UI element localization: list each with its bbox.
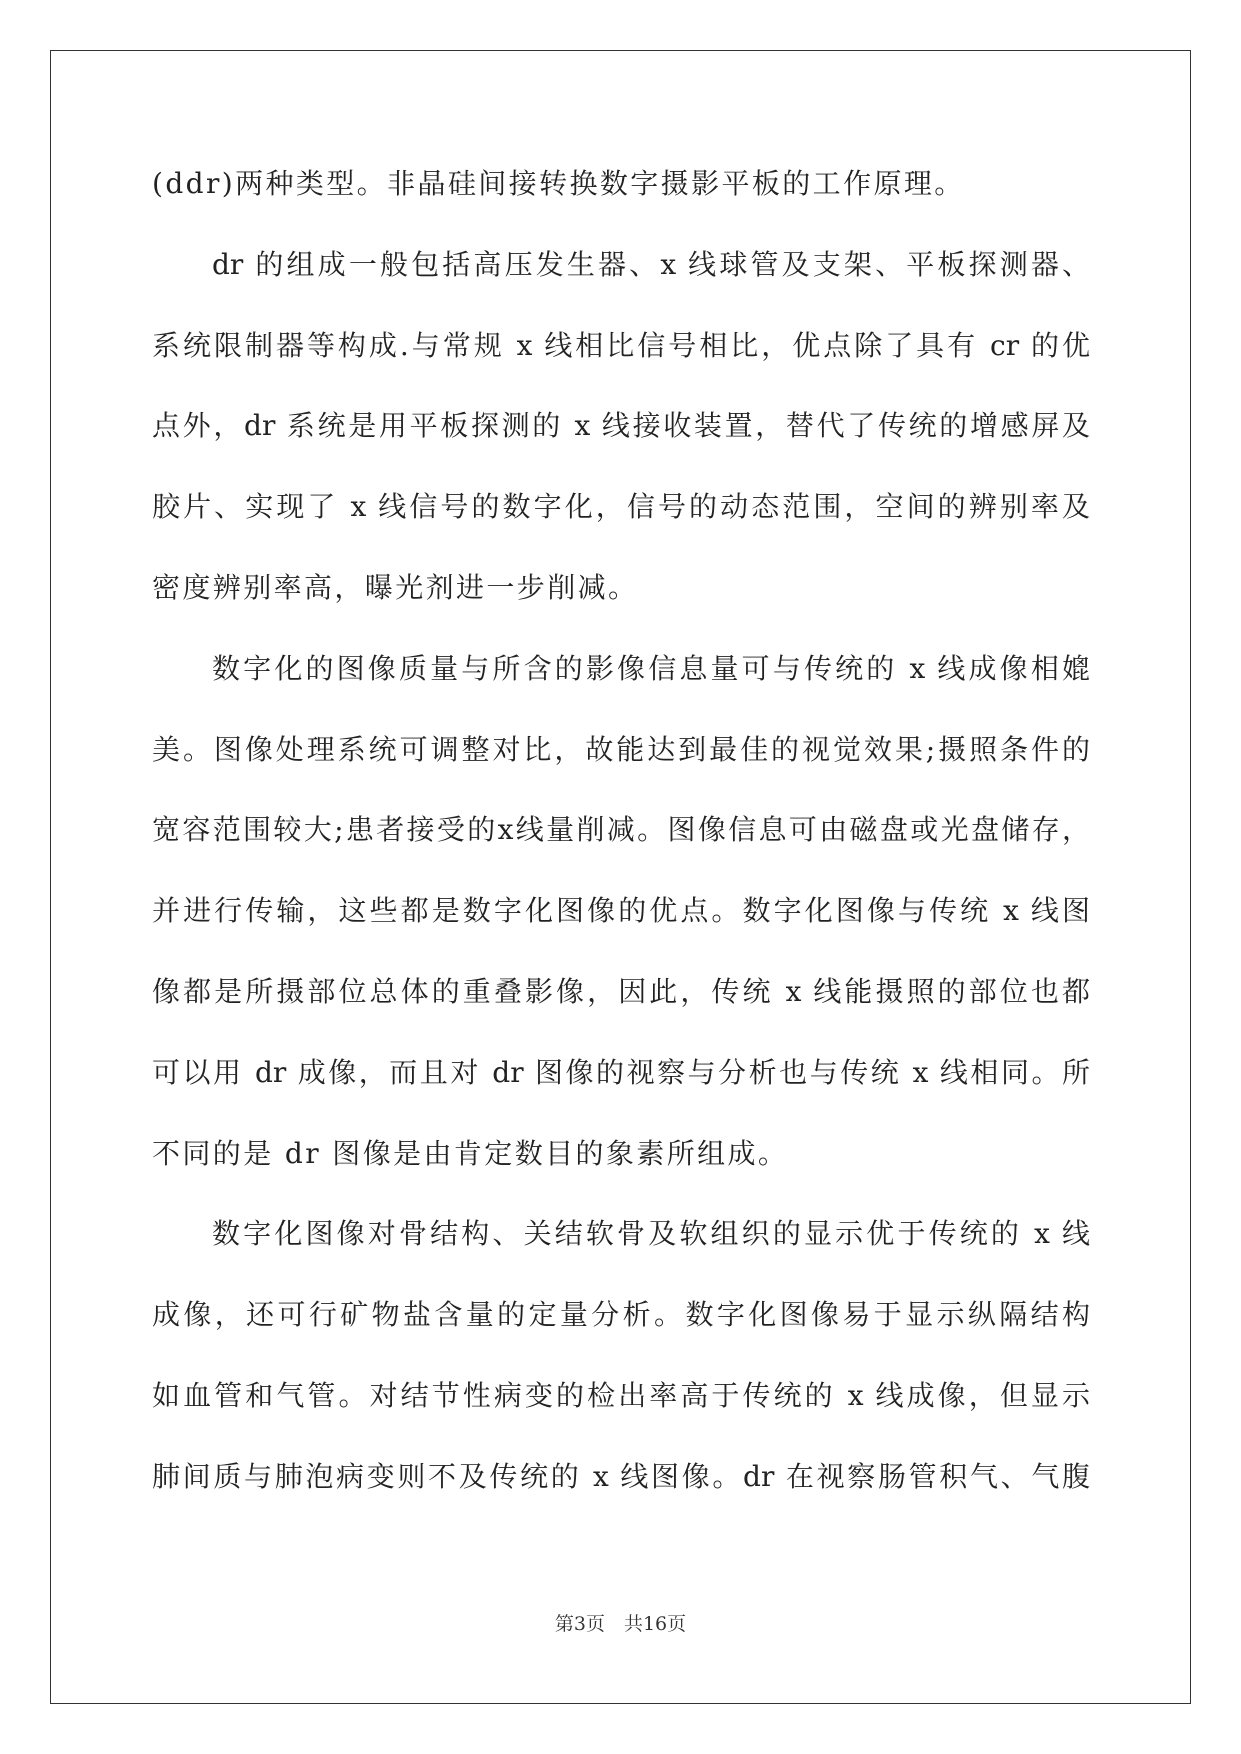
page-number: 第3页 共16页 [554, 1613, 687, 1635]
text-line: (ddr)两种类型。非晶硅间接转换数字摄影平板的工作原理。 [152, 167, 965, 200]
text-line: 不同的是 dr 图像是由肯定数目的象素所组成。 [152, 1136, 789, 1170]
text-line: 密度辨别率高，曝光剂进一步削减。 [152, 570, 639, 604]
text-line: 成像，还可行矿物盐含量的定量分析。数字化图像易于显示纵隔结构 [152, 1298, 1090, 1332]
text-line: 胶片、实现了 x 线信号的数字化，信号的动态范围，空间的辨别率及 [152, 490, 1090, 524]
text-line: 点外，dr 系统是用平板探测的 x 线接收装置，替代了传统的增感屏及 [152, 409, 1090, 443]
text-line: 美。图像处理系统可调整对比，故能达到最佳的视觉效果;摄照条件的 [152, 732, 1090, 766]
text-line: 数字化图像对骨结构、关结软骨及软组织的显示优于传统的 x 线 [212, 1217, 1090, 1251]
text-line: 并进行传输，这些都是数字化图像的优点。数字化图像与传统 x 线图 [152, 894, 1090, 928]
text-line: 宽容范围较大;患者接受的x线量削减。图像信息可由磁盘或光盘储存， [152, 813, 1090, 847]
text-line: 肺间质与肺泡病变则不及传统的 x 线图像。dr 在视察肠管积气、气腹 [152, 1459, 1090, 1493]
text-line: 像都是所摄部位总体的重叠影像，因此，传统 x 线能摄照的部位也都 [152, 974, 1090, 1008]
text-line: 系统限制器等构成.与常规 x 线相比信号相比，优点除了具有 cr 的优 [152, 328, 1090, 362]
text-line: 如血管和气管。对结节性病变的检出率高于传统的 x 线成像，但显示 [152, 1378, 1090, 1412]
text-line: dr 的组成一般包括高压发生器、x 线球管及支架、平板探测器、 [212, 247, 1090, 281]
text-line: 数字化的图像质量与所含的影像信息量可与传统的 x 线成像相媲 [212, 651, 1090, 685]
text-line: 可以用 dr 成像，而且对 dr 图像的视察与分析也与传统 x 线相同。所 [152, 1055, 1090, 1089]
document-body [152, 158, 1090, 1532]
